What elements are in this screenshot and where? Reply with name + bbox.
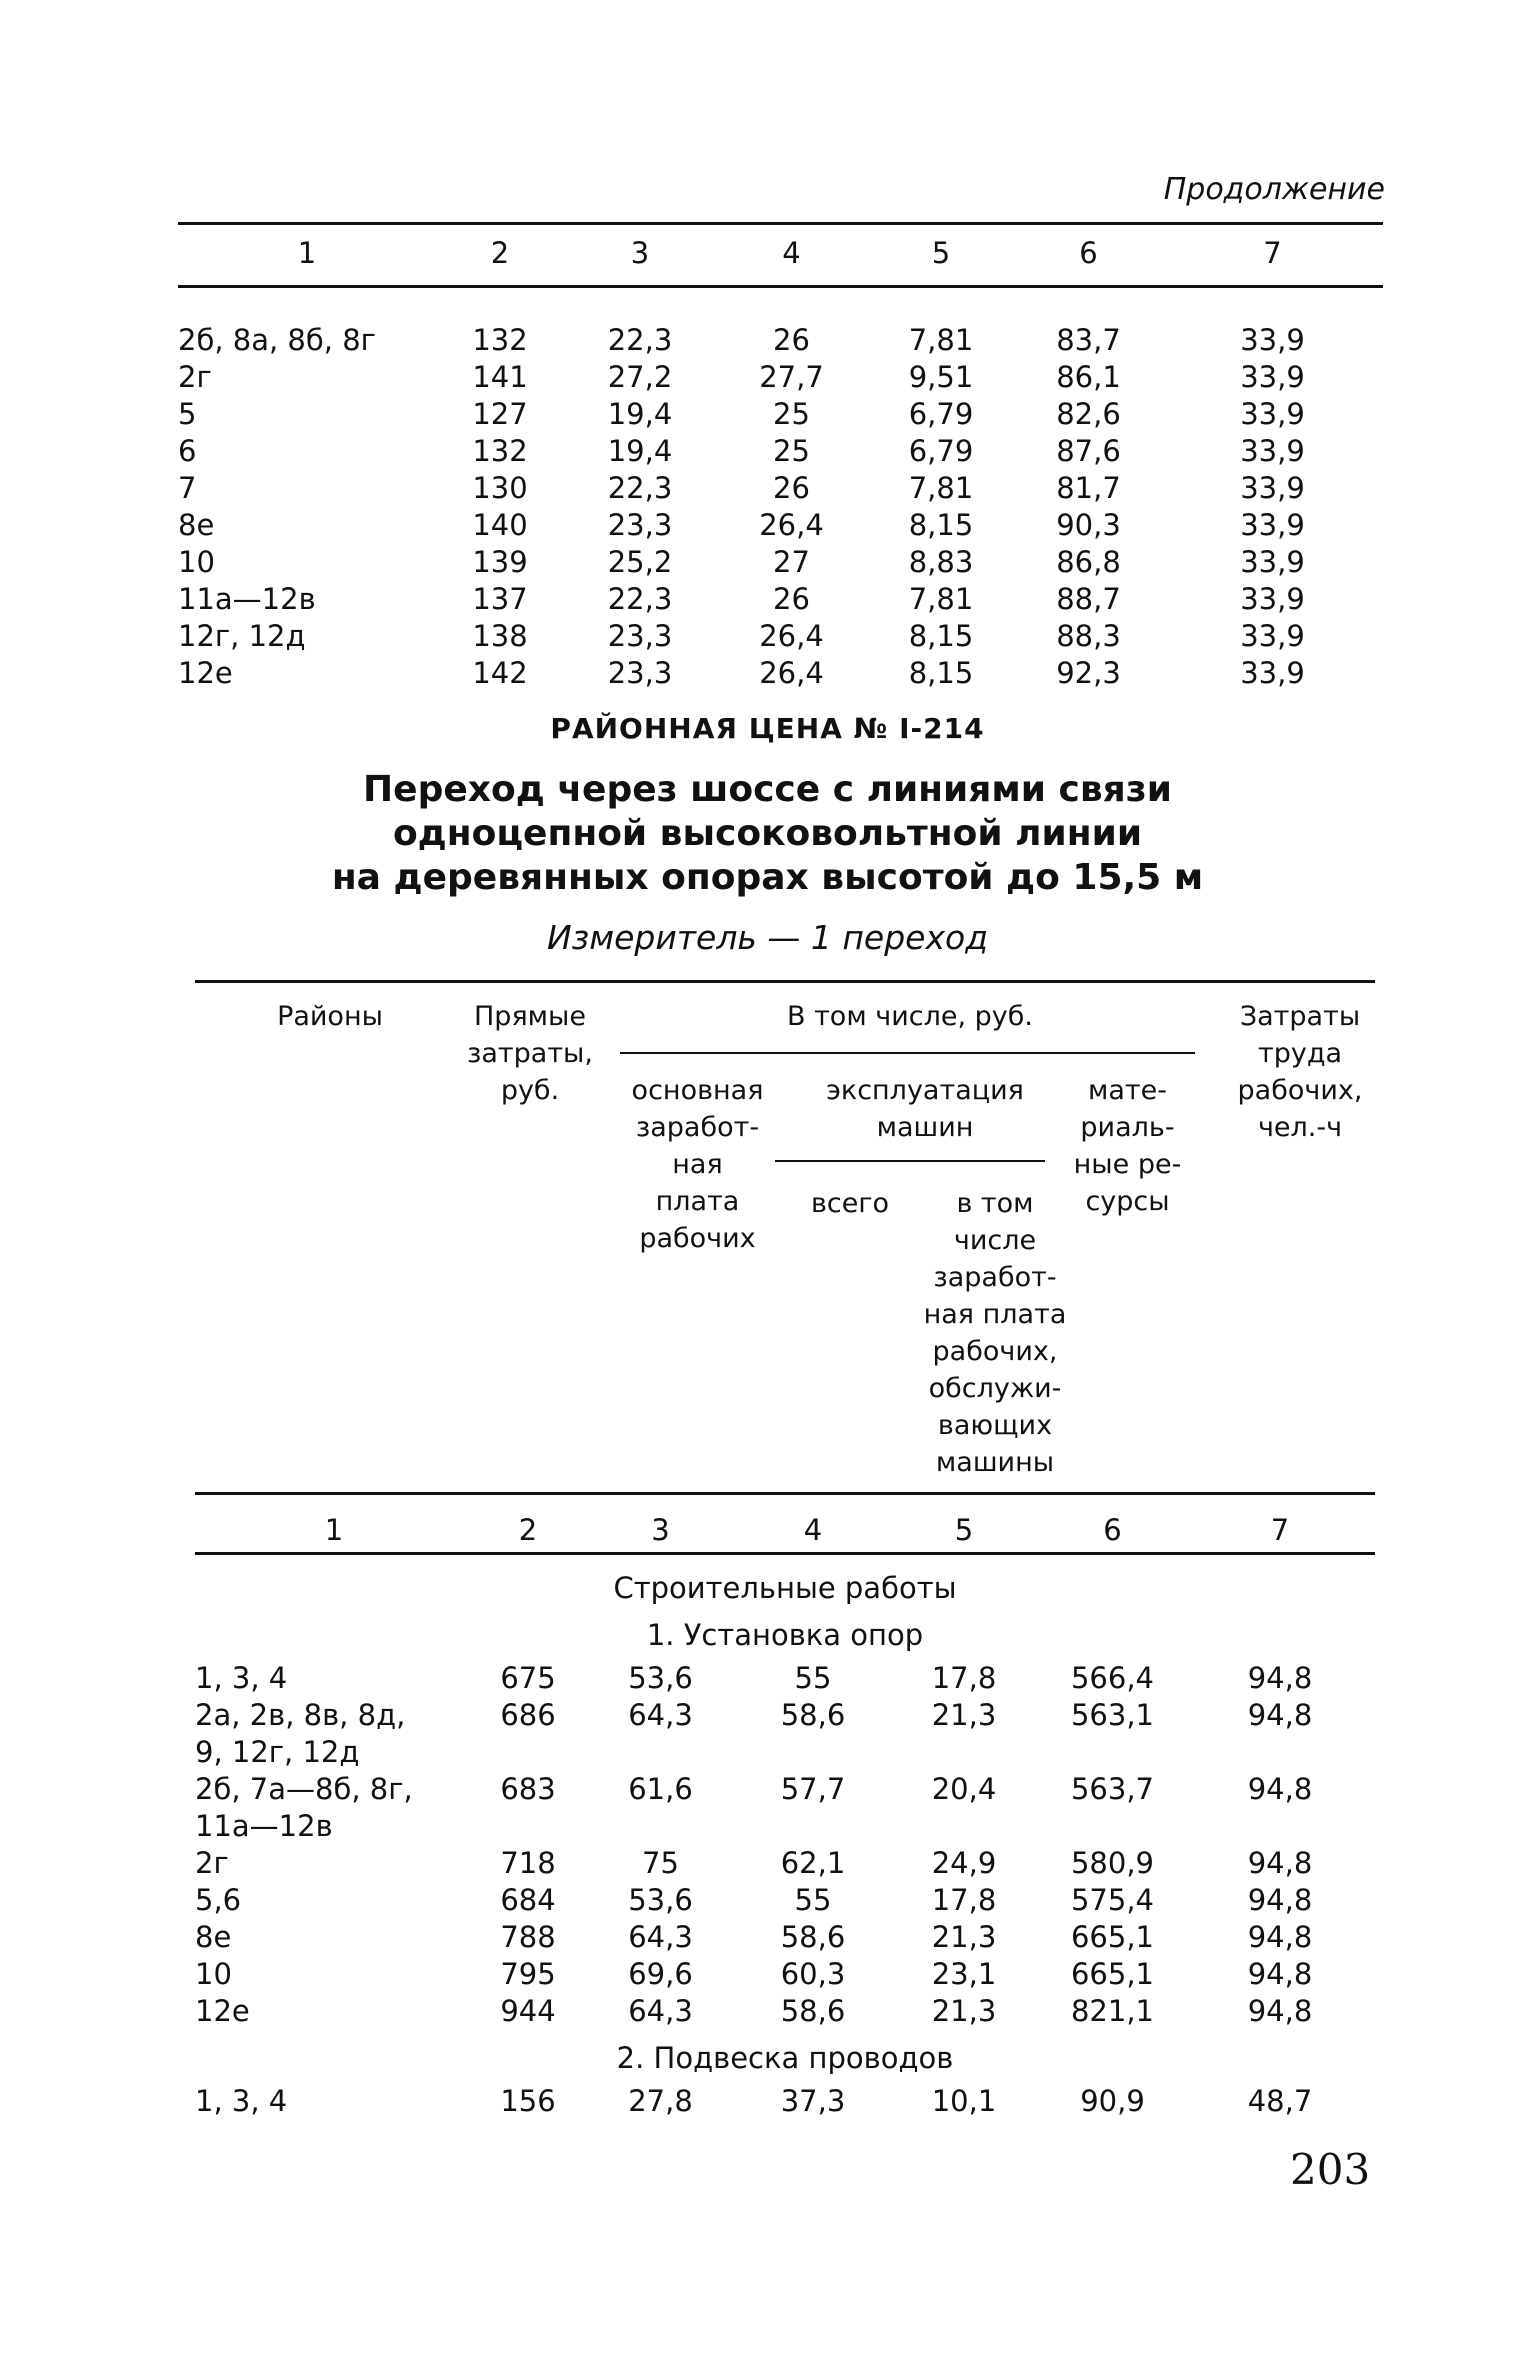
value-cell: 26,4 xyxy=(759,619,824,653)
header-materials: мате- риаль- ные ре- сурсы xyxy=(1073,1075,1182,1217)
value-cell: 684 xyxy=(500,1883,556,1917)
value-cell: 23,3 xyxy=(607,508,673,542)
title-line: на деревянных опорах высотой до 15,5 м xyxy=(331,857,1204,898)
table2-colnum-rule xyxy=(195,1552,1375,1555)
value-cell: 27,8 xyxy=(628,2084,693,2118)
header-machines-rule xyxy=(775,1160,1045,1162)
value-cell: 82,6 xyxy=(1056,397,1121,431)
value-cell: 55 xyxy=(794,1661,832,1695)
value-cell: 86,8 xyxy=(1056,545,1121,579)
value-cell: 130 xyxy=(472,471,528,505)
value-cell: 563,7 xyxy=(1070,1772,1155,1806)
value-cell: 26 xyxy=(773,582,810,616)
value-cell: 64,3 xyxy=(628,1920,693,1954)
value-cell: 94,8 xyxy=(1247,1883,1313,1917)
value-cell: 132 xyxy=(472,323,528,357)
region-cell: 11а—12в xyxy=(178,582,316,616)
value-cell: 81,7 xyxy=(1056,471,1121,505)
table-cell: 1 xyxy=(324,1513,344,1547)
table-cell: 4 xyxy=(782,236,801,270)
region-cell: 5 xyxy=(178,397,197,431)
value-cell: 10,1 xyxy=(931,2084,997,2118)
value-cell: 132 xyxy=(472,434,528,468)
header-machines-total: всего xyxy=(810,1188,890,1219)
value-cell: 683 xyxy=(500,1772,556,1806)
region-cell: 2г xyxy=(178,360,212,394)
value-cell: 8,15 xyxy=(908,619,974,653)
table-cell: 6 xyxy=(1079,236,1098,270)
value-cell: 64,3 xyxy=(628,1698,693,1732)
value-cell: 90,3 xyxy=(1056,508,1121,542)
value-cell: 86,1 xyxy=(1056,360,1121,394)
header-machine-wages: в том числе заработ- ная плата рабочих, обслужи- вающих машины xyxy=(923,1188,1067,1478)
value-cell: 821,1 xyxy=(1070,1994,1155,2028)
table2-header-rule xyxy=(195,1492,1375,1495)
value-cell: 137 xyxy=(472,582,528,616)
value-cell: 27,2 xyxy=(607,360,673,394)
value-cell: 24,9 xyxy=(931,1846,997,1880)
value-cell: 33,9 xyxy=(1240,360,1305,394)
value-cell: 57,7 xyxy=(780,1772,846,1806)
region-cell: 12е xyxy=(178,656,233,690)
value-cell: 60,3 xyxy=(780,1957,846,1991)
value-cell: 20,4 xyxy=(931,1772,997,1806)
table-cell: 6 xyxy=(1103,1513,1122,1547)
value-cell: 26 xyxy=(773,471,810,505)
value-cell: 21,3 xyxy=(931,1920,997,1954)
value-cell: 26,4 xyxy=(759,508,824,542)
region-cell: 2а, 2в, 8в, 8д, 9, 12г, 12д xyxy=(195,1698,406,1769)
value-cell: 75 xyxy=(642,1846,679,1880)
table2-top-rule xyxy=(195,980,1375,983)
value-cell: 69,6 xyxy=(628,1957,693,1991)
value-cell: 53,6 xyxy=(628,1661,693,1695)
table-cell: 5 xyxy=(954,1513,974,1547)
table1-header-rule xyxy=(178,285,1383,288)
value-cell: 33,9 xyxy=(1240,471,1305,505)
value-cell: 23,3 xyxy=(607,656,673,690)
value-cell: 8,15 xyxy=(908,508,974,542)
value-cell: 139 xyxy=(472,545,528,579)
value-cell: 33,9 xyxy=(1240,582,1305,616)
region-cell: 8е xyxy=(195,1920,232,1954)
header-wages: основная заработ- ная плата рабочих xyxy=(631,1075,764,1254)
table-cell: 3 xyxy=(651,1513,670,1547)
region-cell: 10 xyxy=(178,545,215,579)
value-cell: 25,2 xyxy=(607,545,673,579)
title-line: одноцепной высоковольтной линии xyxy=(392,813,1143,854)
region-cell: 8е xyxy=(178,508,215,542)
value-cell: 665,1 xyxy=(1070,1920,1155,1954)
header-direct-costs: Прямые затраты, руб. xyxy=(467,1001,593,1106)
region-cell: 2б, 7а—8б, 8г, 11а—12в xyxy=(195,1772,413,1843)
value-cell: 27,7 xyxy=(759,360,824,394)
value-cell: 795 xyxy=(500,1957,556,1991)
value-cell: 686 xyxy=(500,1698,556,1732)
value-cell: 62,1 xyxy=(780,1846,846,1880)
value-cell: 55 xyxy=(794,1883,832,1917)
table-cell: 1 xyxy=(297,236,317,270)
value-cell: 563,1 xyxy=(1070,1698,1155,1732)
price-heading: РАЙОННАЯ ЦЕНА № I-214 xyxy=(550,712,985,745)
value-cell: 94,8 xyxy=(1247,1994,1313,2028)
value-cell: 25 xyxy=(773,397,810,431)
region-cell: 2г xyxy=(195,1846,229,1880)
region-cell: 1, 3, 4 xyxy=(195,2084,288,2118)
table2-body-1 xyxy=(195,1660,1375,2030)
table-cell: 4 xyxy=(803,1513,823,1547)
table-cell: 2 xyxy=(518,1513,538,1547)
value-cell: 83,7 xyxy=(1056,323,1121,357)
value-cell: 7,81 xyxy=(908,323,974,357)
value-cell: 944 xyxy=(500,1994,556,2028)
value-cell: 19,4 xyxy=(607,397,673,431)
value-cell: 88,3 xyxy=(1056,619,1121,653)
value-cell: 17,8 xyxy=(931,1661,997,1695)
value-cell: 7,81 xyxy=(908,582,974,616)
value-cell: 33,9 xyxy=(1240,397,1305,431)
value-cell: 27 xyxy=(773,545,810,579)
region-cell: 12г, 12д xyxy=(178,619,306,653)
region-cell: 5,6 xyxy=(195,1883,242,1917)
value-cell: 33,9 xyxy=(1240,545,1305,579)
page-number: 203 xyxy=(1290,2145,1371,2194)
region-cell: 6 xyxy=(178,434,197,468)
value-cell: 25 xyxy=(773,434,810,468)
value-cell: 92,3 xyxy=(1056,656,1121,690)
region-cell: 10 xyxy=(195,1957,232,1991)
unit-measure: Измеритель — 1 переход xyxy=(546,918,989,957)
table-cell: 5 xyxy=(931,236,951,270)
value-cell: 33,9 xyxy=(1240,656,1305,690)
value-cell: 87,6 xyxy=(1056,434,1121,468)
value-cell: 22,3 xyxy=(607,582,673,616)
region-cell: 2б, 8а, 8б, 8г xyxy=(178,323,376,357)
value-cell: 22,3 xyxy=(607,323,673,357)
table-cell: 7 xyxy=(1263,236,1282,270)
subsection-wire-suspension: 2. Подвеска проводов xyxy=(616,2041,954,2075)
section-construction-works: Строительные работы xyxy=(613,1571,957,1605)
value-cell: 22,3 xyxy=(607,471,673,505)
value-cell: 7,81 xyxy=(908,471,974,505)
value-cell: 675 xyxy=(500,1661,556,1695)
value-cell: 17,8 xyxy=(931,1883,997,1917)
header-including-rule xyxy=(620,1052,1195,1054)
value-cell: 33,9 xyxy=(1240,323,1305,357)
header-including: В том числе, руб. xyxy=(786,1001,1034,1032)
value-cell: 64,3 xyxy=(628,1994,693,2028)
subsection-pole-installation: 1. Установка опор xyxy=(646,1618,924,1652)
region-cell: 1, 3, 4 xyxy=(195,1661,288,1695)
value-cell: 23,3 xyxy=(607,619,673,653)
value-cell: 23,1 xyxy=(931,1957,997,1991)
value-cell: 94,8 xyxy=(1247,1957,1313,1991)
value-cell: 6,79 xyxy=(908,397,974,431)
value-cell: 33,9 xyxy=(1240,508,1305,542)
value-cell: 90,9 xyxy=(1080,2084,1145,2118)
value-cell: 94,8 xyxy=(1247,1698,1313,1732)
title-line: Переход через шоссе с линиями связи xyxy=(363,769,1172,810)
value-cell: 26,4 xyxy=(759,656,824,690)
value-cell: 21,3 xyxy=(931,1994,997,2028)
value-cell: 566,4 xyxy=(1070,1661,1155,1695)
table2-body-2 xyxy=(195,2083,1375,2120)
value-cell: 575,4 xyxy=(1070,1883,1155,1917)
header-machines: эксплуатация машин xyxy=(826,1075,1024,1143)
value-cell: 61,6 xyxy=(628,1772,693,1806)
continuation-label: Продолжение xyxy=(1163,172,1385,207)
value-cell: 665,1 xyxy=(1070,1957,1155,1991)
table1-column-numbers xyxy=(178,235,1383,272)
value-cell: 26 xyxy=(773,323,810,357)
value-cell: 141 xyxy=(472,360,528,394)
value-cell: 33,9 xyxy=(1240,434,1305,468)
value-cell: 48,7 xyxy=(1247,2084,1313,2118)
value-cell: 6,79 xyxy=(908,434,974,468)
value-cell: 37,3 xyxy=(780,2084,846,2118)
table-cell: 7 xyxy=(1270,1513,1290,1547)
section-title xyxy=(0,768,1535,900)
table-cell: 2 xyxy=(490,236,510,270)
table1-body xyxy=(178,322,1383,692)
value-cell: 788 xyxy=(500,1920,556,1954)
value-cell: 156 xyxy=(500,2084,556,2118)
value-cell: 33,9 xyxy=(1240,619,1305,653)
value-cell: 94,8 xyxy=(1247,1772,1313,1806)
value-cell: 94,8 xyxy=(1247,1846,1313,1880)
value-cell: 58,6 xyxy=(780,1994,846,2028)
value-cell: 53,6 xyxy=(628,1883,693,1917)
value-cell: 140 xyxy=(472,508,528,542)
header-regions: Районы xyxy=(277,1001,383,1032)
value-cell: 58,6 xyxy=(780,1920,846,1954)
value-cell: 94,8 xyxy=(1247,1920,1313,1954)
value-cell: 58,6 xyxy=(780,1698,846,1732)
value-cell: 127 xyxy=(472,397,528,431)
region-cell: 7 xyxy=(178,471,197,505)
value-cell: 94,8 xyxy=(1247,1661,1313,1695)
table1-top-rule xyxy=(178,222,1383,225)
value-cell: 580,9 xyxy=(1070,1846,1155,1880)
value-cell: 88,7 xyxy=(1056,582,1121,616)
value-cell: 21,3 xyxy=(931,1698,997,1732)
value-cell: 19,4 xyxy=(607,434,673,468)
table2-column-numbers xyxy=(195,1512,1375,1549)
value-cell: 718 xyxy=(500,1846,556,1880)
value-cell: 8,15 xyxy=(908,656,974,690)
value-cell: 142 xyxy=(472,656,528,690)
table-cell: 3 xyxy=(630,236,650,270)
region-cell: 12е xyxy=(195,1994,250,2028)
value-cell: 8,83 xyxy=(908,545,974,579)
header-labor-costs: Затраты труда рабочих, чел.-ч xyxy=(1237,1001,1363,1143)
value-cell: 9,51 xyxy=(908,360,974,394)
value-cell: 138 xyxy=(472,619,528,653)
